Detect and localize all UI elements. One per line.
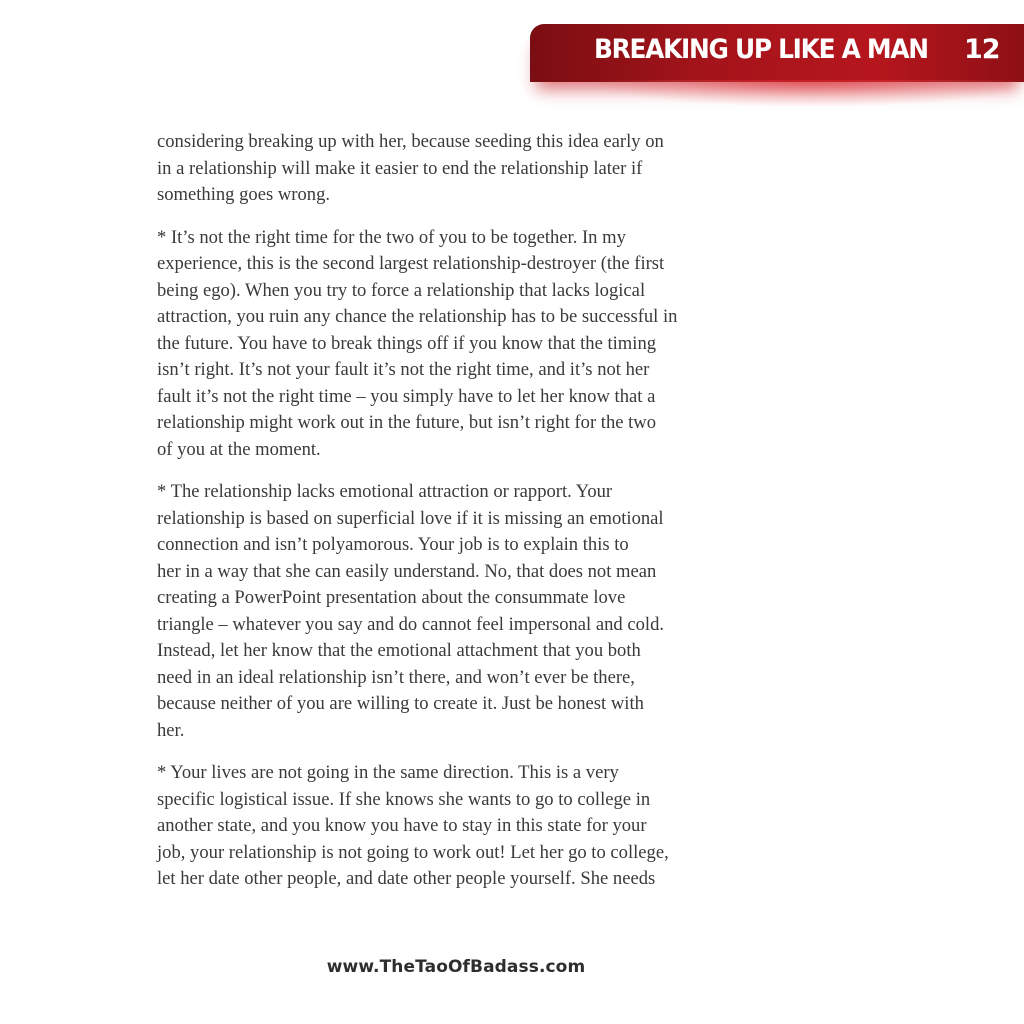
body-text: [157, 129, 767, 909]
text-line: isn’t right. It’s not your fault it’s not the right time, and it’s not her: [157, 359, 650, 380]
paragraph: [157, 129, 767, 209]
text-line: * The relationship lacks emotional attraction or rapport. Your: [157, 481, 613, 502]
text-line: her.: [157, 719, 185, 741]
text-line: connection and isn’t polyamorous. Your job is to explain this to: [157, 534, 629, 555]
paragraph: [157, 760, 767, 893]
text-line: something goes wrong.: [157, 184, 331, 205]
text-line: relationship might work out in the future, but isn’t right for the two: [157, 412, 657, 433]
footer-website-url: www.TheTaoOfBadass.com: [326, 957, 586, 977]
text-line: another state, and you know you have to stay in this state for your: [157, 815, 647, 836]
text-line: of you at the moment.: [157, 438, 321, 460]
text-line: because neither of you are willing to create it. Just be honest with: [157, 693, 644, 714]
text-line: in a relationship will make it easier to end the relationship later if: [157, 157, 643, 179]
text-line: relationship is based on superficial love if it is missing an emotional: [157, 507, 664, 529]
text-line: fault it’s not the right time – you simply have to let her know that a: [157, 385, 656, 407]
text-line: specific logistical issue. If she knows she wants to go to college in: [157, 788, 651, 810]
text-line: need in an ideal relationship isn’t there, and won’t ever be there,: [157, 666, 635, 688]
text-line: * Your lives are not going in the same direction. This is a very: [157, 762, 619, 783]
text-line: let her date other people, and date other people yourself. She needs: [157, 868, 656, 889]
text-line: attraction, you ruin any chance the relationship has to be successful in: [157, 306, 678, 327]
header-banner-glow: [600, 80, 1024, 106]
text-line: the future. You have to break things off if you know that the timing: [157, 332, 657, 354]
text-line: being ego). When you try to force a relationship that lacks logical: [157, 279, 646, 301]
text-line: experience, this is the second largest relationship-destroyer (the first: [157, 253, 665, 274]
text-line: creating a PowerPoint presentation about the consummate love: [157, 587, 626, 608]
text-line: her in a way that she can easily understand. No, that does not mean: [157, 560, 657, 582]
text-line: considering breaking up with her, because seeding this idea early on: [157, 131, 664, 152]
text-line: job, your relationship is not going to work out! Let her go to college,: [157, 841, 669, 863]
chapter-title: BREAKING UP LIKE A MAN: [594, 34, 928, 65]
paragraph: [157, 225, 767, 464]
paragraph: [157, 479, 767, 744]
text-line: Instead, let her know that the emotional attachment that you both: [157, 640, 641, 661]
page-number: 12: [964, 34, 1000, 65]
text-line: * It’s not the right time for the two of you to be together. In my: [157, 226, 626, 248]
text-line: triangle – whatever you say and do cannot feel impersonal and cold.: [157, 613, 665, 635]
